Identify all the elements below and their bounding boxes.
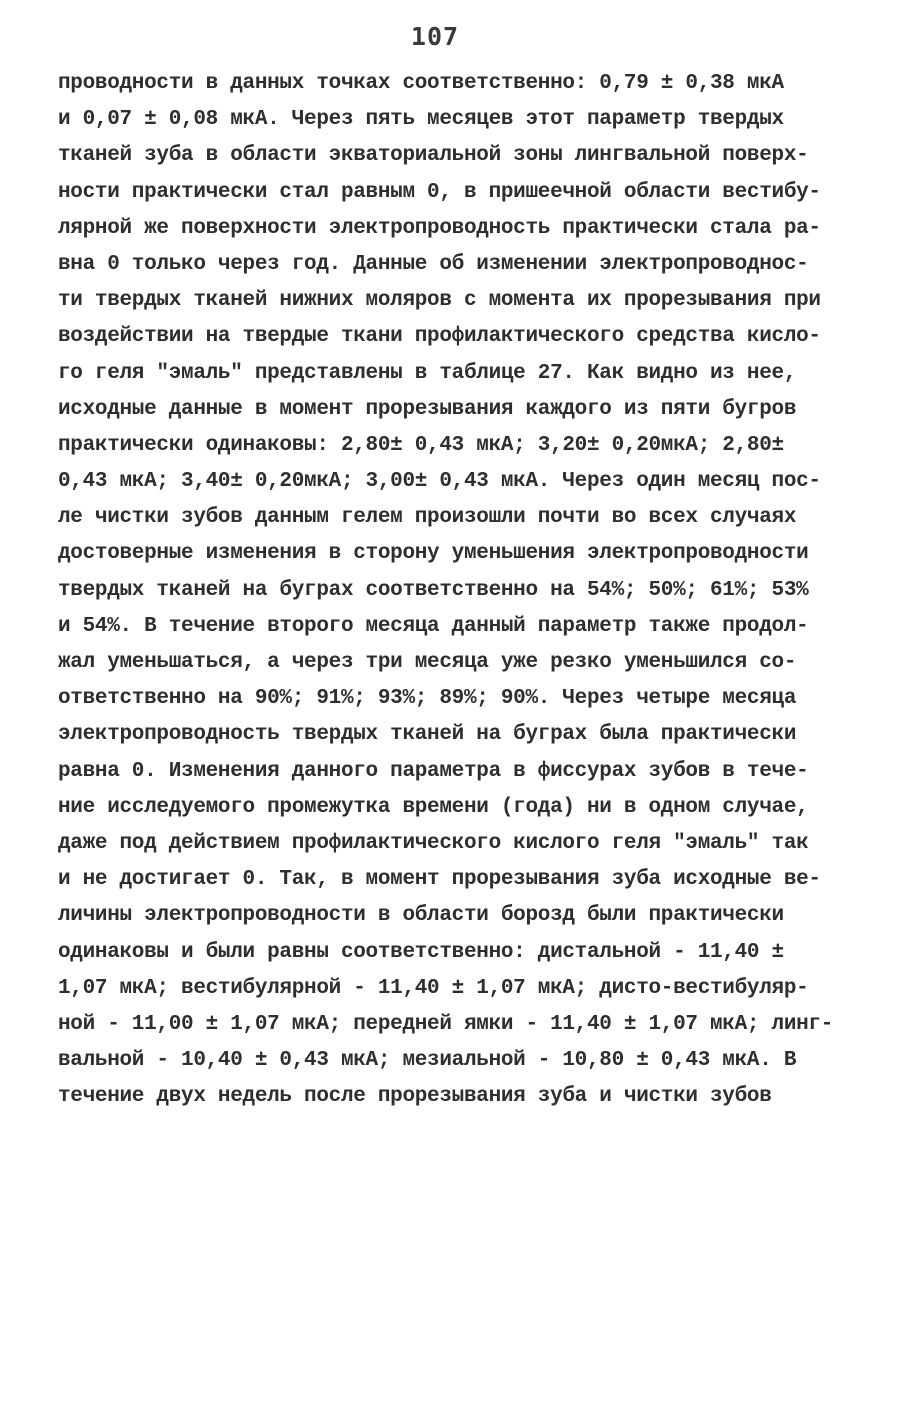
text-line: ной - 11,00 ± 1,07 мкА; передней ямки - 11,40 ± 1,07 мкА; линг- <box>58 1012 834 1036</box>
text-line: жал уменьшаться, а через три месяца уже резко уменьшился со- <box>58 651 797 674</box>
text-line: равна 0. Изменения данного параметра в фиссурах зубов в тече- <box>58 759 809 783</box>
body-text <box>58 66 858 1115</box>
text-line: го геля "эмаль" представлены в таблице 27. Как видно из нее, <box>58 361 797 385</box>
text-line: ответственно на 90%; 91%; 93%; 89%; 90%. Через четыре месяца <box>58 687 797 711</box>
text-line: проводности в данных точках соответственно: 0,79 ± 0,38 мкА <box>58 72 784 95</box>
text-line: даже под действием профилактического кислого геля "эмаль" так <box>58 831 809 855</box>
text-line: ности практически стал равным 0, в пришеечной области вестибу- <box>58 180 821 204</box>
text-line: ти твердых тканей нижних моляров с момента их прорезывания при <box>58 289 821 313</box>
text-line: воздействии на твердые ткани профилактического средства кисло- <box>58 325 821 349</box>
text-line: вна 0 только через год. Данные об изменении электропроводнос- <box>58 252 809 276</box>
text-line: 0,43 мкА; 3,40± 0,20мкА; 3,00± 0,43 мкА. Через один месяц пос- <box>58 470 821 494</box>
text-line: вальной - 10,40 ± 0,43 мкА; мезиальной - 10,80 ± 0,43 мкА. В <box>58 1049 797 1073</box>
text-line: практически одинаковы: 2,80± 0,43 мкА; 3,20± 0,20мкА; 2,80± <box>58 433 784 457</box>
text-line: течение двух недель после прорезывания зуба и чистки зубов <box>58 1085 772 1109</box>
text-line: 1,07 мкА; вестибулярной - 11,40 ± 1,07 мкА; дисто-вестибуляр- <box>58 976 809 1000</box>
text-line: ние исследуемого промежутка времени (года) ни в одном случае, <box>58 795 809 819</box>
text-line: ле чистки зубов данным гелем произошли почти во всех случаях <box>58 506 797 530</box>
text-line: лярной же поверхности электропроводность практически стала ра- <box>58 216 821 240</box>
text-line: тканей зуба в области экваториальной зоны лингвальной поверх- <box>58 144 809 168</box>
text-line: электропроводность твердых тканей на буграх была практически <box>58 723 797 747</box>
text-line: твердых тканей на буграх соответственно на 54%; 50%; 61%; 53% <box>58 578 809 602</box>
page-number: 107 <box>410 22 460 51</box>
text-line: достоверные изменения в сторону уменьшения электропроводности <box>58 542 809 566</box>
text-line: одинаковы и были равны соответственно: дистальной - 11,40 ± <box>58 940 784 964</box>
text-line: личины электропроводности в области борозд были практически <box>58 904 784 928</box>
text-line: и 54%. В течение второго месяца данный параметр также продол- <box>58 614 809 638</box>
text-line: исходные данные в момент прорезывания каждого из пяти бугров <box>58 397 797 421</box>
text-line: и 0,07 ± 0,08 мкА. Через пять месяцев этот параметр твердых <box>58 108 784 132</box>
text-line: и не достигает 0. Так, в момент прорезывания зуба исходные ве- <box>58 868 821 892</box>
